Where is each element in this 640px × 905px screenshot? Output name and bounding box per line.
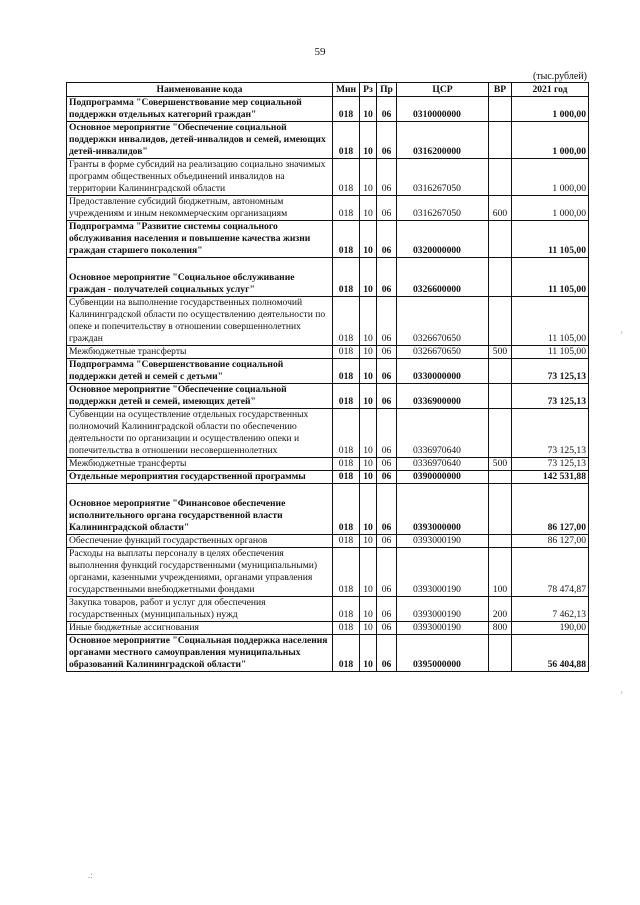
row-name: Отдельные мероприятия государственной программы	[67, 471, 333, 484]
header-vr: ВР	[489, 83, 512, 97]
row-min: 018	[333, 597, 360, 622]
table-row	[67, 535, 589, 548]
row-name: Подпрограмма "Совершенствование мер социальной поддержки отдельных категорий граждан"	[67, 97, 333, 122]
row-name: Межбюджетные трансферты	[67, 346, 333, 359]
row-vr	[489, 409, 512, 458]
row-name: Подпрограмма "Совершенствование социальной поддержки детей и семей с детьми"	[67, 359, 333, 384]
row-csr: 0316200000	[397, 122, 489, 159]
row-amount: 73 125,13	[512, 384, 589, 409]
table-row	[67, 471, 589, 484]
row-csr: 0336970640	[397, 458, 489, 471]
table-row	[67, 359, 589, 384]
header-pr: Пр	[377, 83, 397, 97]
table-row	[67, 597, 589, 622]
row-name: Основное мероприятие "Финансовое обеспечение исполнительного органа государственной власти Калининградской области"	[67, 484, 333, 535]
row-min: 018	[333, 122, 360, 159]
row-csr: 0395000000	[397, 635, 489, 672]
row-name: Основное мероприятие "Обеспечение социальной поддержки инвалидов, детей-инвалидов и семей, имеющих детей-инвалидов"	[67, 122, 333, 159]
row-csr: 0316267050	[397, 159, 489, 196]
row-pr: 06	[377, 535, 397, 548]
header-rz: Рз	[360, 83, 377, 97]
row-vr	[489, 484, 512, 535]
row-name: Обеспечение функций государственных органов	[67, 535, 333, 548]
table-row	[67, 346, 589, 359]
row-pr: 06	[377, 622, 397, 635]
row-name: Подпрограмма "Развитие системы социального обслуживания населения и повышение качества жизни граждан старшего поколения"	[67, 221, 333, 258]
row-vr	[489, 258, 512, 297]
row-pr: 06	[377, 548, 397, 597]
row-min: 018	[333, 221, 360, 258]
row-pr: 06	[377, 635, 397, 672]
row-rz: 10	[360, 221, 377, 258]
row-name: Основное мероприятие "Социальная поддержка населения органами местного самоуправления муниципальных образований Калининградской области"	[67, 635, 333, 672]
row-pr: 06	[377, 297, 397, 346]
row-pr: 06	[377, 597, 397, 622]
row-amount: 142 531,88	[512, 471, 589, 484]
row-name: Субвенции на осуществление отдельных государственных полномочий Калининградской области по обеспечению деятельности по организации и осуществлению опеки и попечительства в отношении несовершеннолетних	[67, 409, 333, 458]
row-pr: 06	[377, 159, 397, 196]
row-rz: 10	[360, 484, 377, 535]
row-csr: 0326670650	[397, 346, 489, 359]
row-csr: 0316267050	[397, 196, 489, 221]
row-amount: 86 127,00	[512, 535, 589, 548]
row-csr: 0326600000	[397, 258, 489, 297]
row-rz: 10	[360, 622, 377, 635]
row-pr: 06	[377, 97, 397, 122]
table-row	[67, 159, 589, 196]
row-min: 018	[333, 359, 360, 384]
row-vr: 800	[489, 622, 512, 635]
row-amount: 11 105,00	[512, 346, 589, 359]
row-pr: 06	[377, 122, 397, 159]
row-pr: 06	[377, 196, 397, 221]
row-rz: 10	[360, 597, 377, 622]
header-min: Мин	[333, 83, 360, 97]
row-amount: 11 105,00	[512, 258, 589, 297]
row-vr	[489, 159, 512, 196]
row-pr: 06	[377, 258, 397, 297]
row-pr: 06	[377, 409, 397, 458]
row-min: 018	[333, 535, 360, 548]
row-min: 018	[333, 159, 360, 196]
row-name: Основное мероприятие "Обеспечение социальной поддержки детей и семей, имеющих детей"	[67, 384, 333, 409]
row-name: Основное мероприятие "Социальное обслуживание граждан - получателей социальных услуг"	[67, 258, 333, 297]
row-min: 018	[333, 97, 360, 122]
row-min: 018	[333, 471, 360, 484]
table-row	[67, 97, 589, 122]
row-amount: 190,00	[512, 622, 589, 635]
header-csr: ЦСР	[397, 83, 489, 97]
scan-mark: '	[621, 330, 623, 340]
row-pr: 06	[377, 359, 397, 384]
row-rz: 10	[360, 384, 377, 409]
row-csr: 0336970640	[397, 409, 489, 458]
row-pr: 06	[377, 458, 397, 471]
row-rz: 10	[360, 297, 377, 346]
table-row	[67, 635, 589, 672]
table-row	[67, 548, 589, 597]
units-label: (тыс.рублей)	[532, 71, 587, 82]
row-rz: 10	[360, 258, 377, 297]
row-pr: 06	[377, 471, 397, 484]
row-csr: 0393000190	[397, 622, 489, 635]
table-row	[67, 458, 589, 471]
row-rz: 10	[360, 122, 377, 159]
row-vr	[489, 635, 512, 672]
table-row	[67, 258, 589, 297]
row-amount: 1 000,00	[512, 97, 589, 122]
row-vr	[489, 97, 512, 122]
row-rz: 10	[360, 97, 377, 122]
table-body	[67, 97, 589, 672]
row-min: 018	[333, 258, 360, 297]
row-vr: 500	[489, 458, 512, 471]
row-csr: 0393000190	[397, 548, 489, 597]
table-row	[67, 122, 589, 159]
row-rz: 10	[360, 548, 377, 597]
row-csr: 0336900000	[397, 384, 489, 409]
row-pr: 06	[377, 221, 397, 258]
row-csr: 0310000000	[397, 97, 489, 122]
row-amount: 1 000,00	[512, 122, 589, 159]
row-vr	[489, 297, 512, 346]
row-csr: 0393000190	[397, 597, 489, 622]
table-row	[67, 384, 589, 409]
row-vr: 500	[489, 346, 512, 359]
row-amount: 1 000,00	[512, 159, 589, 196]
table-header-row	[67, 83, 589, 97]
table-row	[67, 297, 589, 346]
table-row	[67, 196, 589, 221]
row-amount: 11 105,00	[512, 221, 589, 258]
row-vr	[489, 384, 512, 409]
row-min: 018	[333, 384, 360, 409]
row-csr: 0390000000	[397, 471, 489, 484]
row-name: Гранты в форме субсидий на реализацию социально значимых программ общественных объединений инвалидов на территории Калининградской области	[67, 159, 333, 196]
header-year: 2021 год	[512, 83, 589, 97]
row-rz: 10	[360, 458, 377, 471]
budget-table	[66, 82, 589, 672]
row-min: 018	[333, 622, 360, 635]
row-min: 018	[333, 548, 360, 597]
row-rz: 10	[360, 159, 377, 196]
row-name: Закупка товаров, работ и услуг для обеспечения государственных (муниципальных) нужд	[67, 597, 333, 622]
row-amount: 78 474,87	[512, 548, 589, 597]
row-vr	[489, 535, 512, 548]
row-rz: 10	[360, 346, 377, 359]
row-rz: 10	[360, 471, 377, 484]
row-csr: 0330000000	[397, 359, 489, 384]
row-rz: 10	[360, 535, 377, 548]
row-min: 018	[333, 484, 360, 535]
table-row	[67, 409, 589, 458]
row-vr	[489, 359, 512, 384]
row-name: Расходы на выплаты персоналу в целях обеспечения выполнения функций государственными (муниципальными) органами, казенными учреждениями, органами управления государственными внебюджетными фондами	[67, 548, 333, 597]
scan-mark: .:	[88, 870, 93, 880]
scan-mark: '	[621, 690, 623, 700]
header-name: Наименование кода	[67, 83, 333, 97]
row-rz: 10	[360, 196, 377, 221]
row-csr: 0326670650	[397, 297, 489, 346]
row-min: 018	[333, 346, 360, 359]
row-vr	[489, 221, 512, 258]
row-csr: 0393000190	[397, 535, 489, 548]
row-pr: 06	[377, 384, 397, 409]
row-rz: 10	[360, 409, 377, 458]
row-name: Межбюджетные трансферты	[67, 458, 333, 471]
row-csr: 0320000000	[397, 221, 489, 258]
row-min: 018	[333, 458, 360, 471]
row-vr	[489, 471, 512, 484]
row-csr: 0393000000	[397, 484, 489, 535]
row-name: Иные бюджетные ассигнования	[67, 622, 333, 635]
row-amount: 11 105,00	[512, 297, 589, 346]
table-row	[67, 622, 589, 635]
table-row	[67, 221, 589, 258]
row-min: 018	[333, 409, 360, 458]
row-min: 018	[333, 297, 360, 346]
row-amount: 73 125,13	[512, 458, 589, 471]
row-vr: 100	[489, 548, 512, 597]
row-pr: 06	[377, 346, 397, 359]
row-amount: 86 127,00	[512, 484, 589, 535]
row-name: Предоставление субсидий бюджетным, автономным учреждениям и иным некоммерческим организациям	[67, 196, 333, 221]
row-vr: 200	[489, 597, 512, 622]
row-amount: 7 462,13	[512, 597, 589, 622]
row-amount: 73 125,13	[512, 409, 589, 458]
row-vr: 600	[489, 196, 512, 221]
row-amount: 73 125,13	[512, 359, 589, 384]
row-min: 018	[333, 196, 360, 221]
table-row	[67, 484, 589, 535]
row-amount: 1 000,00	[512, 196, 589, 221]
row-rz: 10	[360, 359, 377, 384]
row-name: Субвенции на выполнение государственных полномочий Калининградской области по осуществлению деятельности по опеке и попечительству в отношении совершеннолетних граждан	[67, 297, 333, 346]
page-number: 59	[314, 46, 326, 58]
row-rz: 10	[360, 635, 377, 672]
row-pr: 06	[377, 484, 397, 535]
row-vr	[489, 122, 512, 159]
row-min: 018	[333, 635, 360, 672]
row-amount: 56 404,88	[512, 635, 589, 672]
